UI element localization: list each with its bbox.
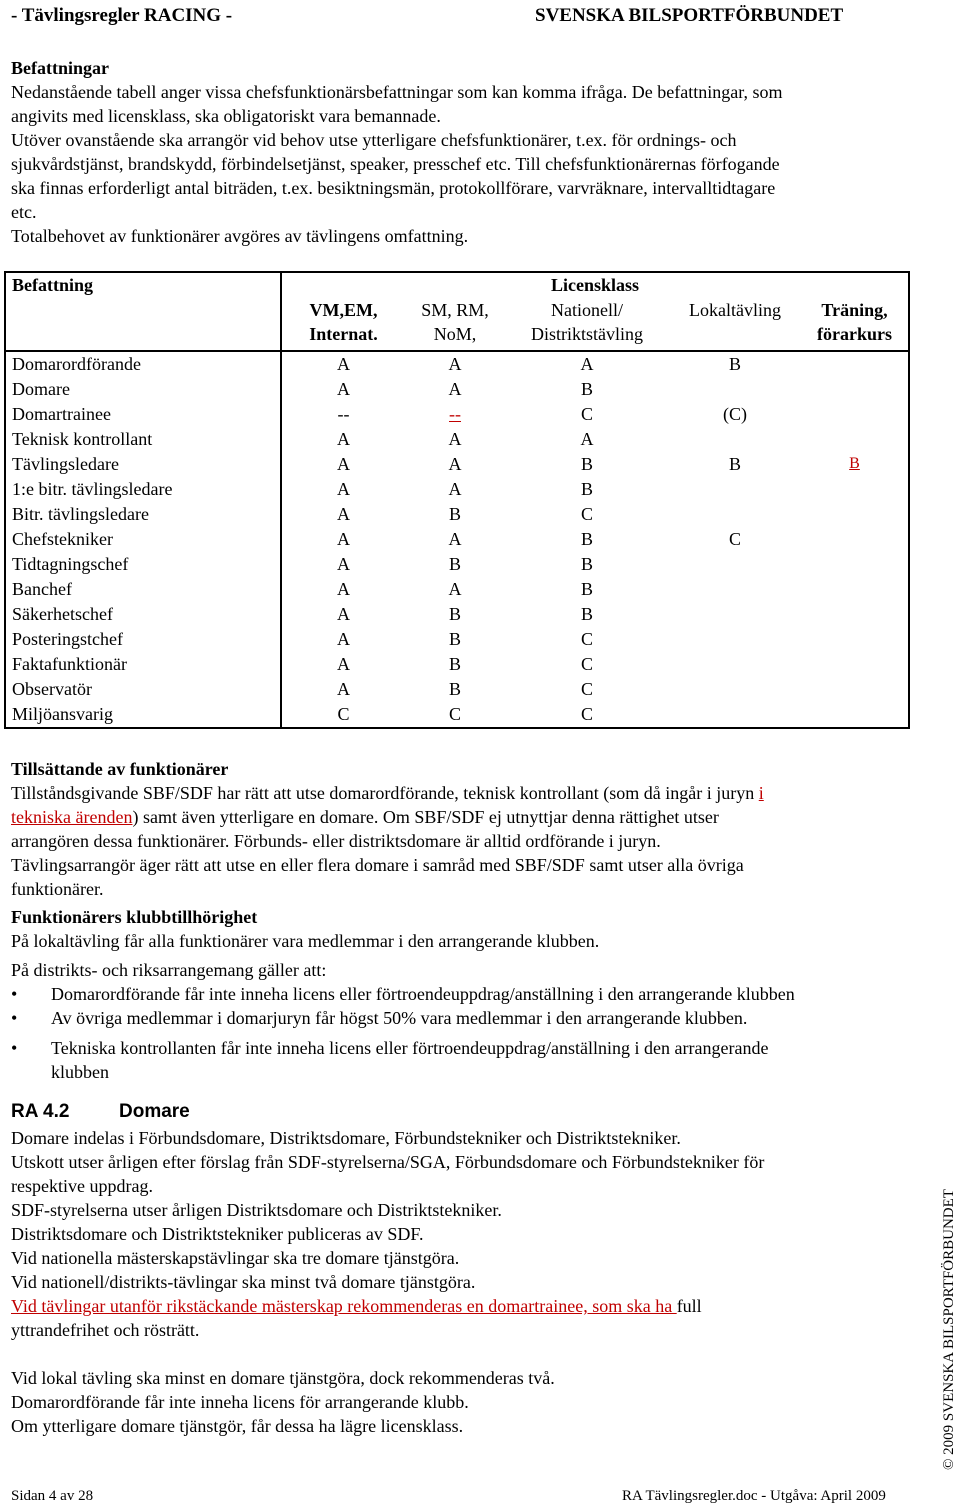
paragraph-line: Vid lokal tävling ska minst en domare tjänstgöra, dock rekommenderas två. xyxy=(11,1368,555,1388)
table-cell-tran xyxy=(801,577,909,602)
table-row xyxy=(5,677,909,702)
table-cell-nat: B xyxy=(580,479,593,499)
paragraph-line: yttrandefrihet och rösträtt. xyxy=(11,1320,200,1340)
licensklass-table xyxy=(4,271,910,729)
table-cell-sm: A xyxy=(448,529,462,549)
table-row xyxy=(5,452,909,477)
table-cell-nat: B xyxy=(580,454,593,474)
table-cell-lokal xyxy=(669,577,801,602)
table-cell-nat: C xyxy=(580,629,593,649)
list-item: Av övriga medlemmar i domarjuryn får högst 50% vara medlemmar i den arrangerande klubben. xyxy=(51,1008,748,1028)
table-cell-vm: -- xyxy=(337,404,350,424)
paragraph-line: tekniska ärenden) samt även ytterligare en domare. Om SBF/SDF ej utnyttjar denna rättighet utser xyxy=(11,807,719,827)
table-cell-sm: A xyxy=(448,379,462,399)
table-cell-name: Observatör xyxy=(5,677,281,702)
table-cell-sm: B xyxy=(448,554,461,574)
list-item: Tekniska kontrollanten får inte inneha licens eller förtroendeuppdrag/anställning i den arrangerande xyxy=(51,1038,769,1058)
table-cell-vm: A xyxy=(337,379,350,399)
table-cell-name: Banchef xyxy=(5,577,281,602)
table-row xyxy=(5,627,909,652)
table-cell-vm: A xyxy=(337,354,350,374)
table-cell-name: Bitr. tävlingsledare xyxy=(5,502,281,527)
table-cell-vm: A xyxy=(337,529,350,549)
table-cell-lokal xyxy=(669,702,801,728)
table-cell-tran xyxy=(801,427,909,452)
table-cell-nat: C xyxy=(580,679,593,699)
paragraph-line: sjukvårdstjänst, brandskydd, förbindelsetjänst, speaker, presschef etc. Till chefsfunktionärernas förfogande xyxy=(11,154,780,174)
revision-mark: i xyxy=(758,783,764,803)
paragraph-line: arrangören dessa funktionärer. Förbunds- eller distriktsdomare är alltid ordförande i juryn. xyxy=(11,831,661,851)
paragraph-line: Tävlingsarrangör äger rätt att utse en eller flera domare i samråd med SBF/SDF samt utser alla övriga xyxy=(11,855,744,875)
table-header-sm: SM, RM, NoM, xyxy=(405,298,505,351)
table-cell-vm: A xyxy=(337,479,350,499)
table-cell-nat: B xyxy=(580,379,593,399)
table-cell-sm: A xyxy=(448,579,462,599)
table-cell-tran xyxy=(801,702,909,728)
table-cell-sm: A xyxy=(448,429,462,449)
table-row xyxy=(5,502,909,527)
paragraph-line: etc. xyxy=(11,202,37,222)
table-cell-nat: A xyxy=(580,429,594,449)
revision-mark: Vid tävlingar utanför rikstäckande mästerskap rekommenderas en domartrainee, som ska ha xyxy=(11,1296,677,1316)
table-cell-name: Tidtagningschef xyxy=(5,552,281,577)
table-cell-vm: A xyxy=(337,654,350,674)
table-cell-nat: C xyxy=(580,504,593,524)
table-cell-lokal: (C) xyxy=(723,404,747,424)
table-cell-tran xyxy=(801,602,909,627)
section-heading-befattningar: Befattningar xyxy=(11,58,109,78)
table-cell-tran xyxy=(801,402,909,427)
section-title: Domare xyxy=(119,1101,190,1122)
table-cell-nat: C xyxy=(580,404,593,424)
table-cell-nat: C xyxy=(580,654,593,674)
table-row xyxy=(5,377,909,402)
list-item-continuation: klubben xyxy=(51,1062,109,1082)
paragraph-line: Utöver ovanstående ska arrangör vid behov utse ytterligare chefsfunktionärer, t.ex. för ordnings- och xyxy=(11,130,737,150)
table-cell-name: Säkerhetschef xyxy=(5,602,281,627)
table-row xyxy=(5,351,909,377)
table-cell-sm: C xyxy=(405,702,505,728)
table-row xyxy=(5,602,909,627)
table-row xyxy=(5,652,909,677)
footer-document-info: RA Tävlingsregler.doc - Utgåva: April 2009 xyxy=(622,1488,886,1504)
table-header-nationell: Nationell/ Distriktstävling xyxy=(505,298,669,351)
table-cell-name: Posteringstchef xyxy=(5,627,281,652)
table-cell-vm: A xyxy=(337,604,350,624)
paragraph-line: Nedanstående tabell anger vissa chefsfunktionärsbefattningar som kan komma ifråga. De befattningar, som xyxy=(11,82,783,102)
table-cell-vm: A xyxy=(337,554,350,574)
table-cell-vm: A xyxy=(337,579,350,599)
section-number: RA 4.2 xyxy=(11,1101,70,1122)
paragraph-line: På distrikts- och riksarrangemang gäller att: xyxy=(11,960,327,980)
table-cell-nat: C xyxy=(505,702,669,728)
table-cell-lokal xyxy=(669,552,801,577)
table-cell-name: Teknisk kontrollant xyxy=(5,427,281,452)
table-cell-vm: A xyxy=(337,504,350,524)
table-cell-lokal xyxy=(669,627,801,652)
table-row xyxy=(5,577,909,602)
bullet-icon: • xyxy=(11,984,18,1004)
table-row xyxy=(5,477,909,502)
table-cell-tran xyxy=(801,677,909,702)
table-cell-name: Domartrainee xyxy=(5,402,281,427)
paragraph-line: Totalbehovet av funktionärer avgöres av tävlingens omfattning. xyxy=(11,226,469,246)
table-cell-name: Domare xyxy=(5,377,281,402)
table-cell-vm: A xyxy=(337,429,350,449)
table-cell-name: Miljöansvarig xyxy=(5,702,281,728)
table-cell-lokal xyxy=(669,652,801,677)
paragraph-line: På lokaltävling får alla funktionärer vara medlemmar i den arrangerande klubben. xyxy=(11,931,600,951)
table-header-befattning: Befattning xyxy=(5,272,281,298)
table-cell-sm: B xyxy=(448,629,461,649)
table-cell-lokal: B xyxy=(728,454,741,474)
table-cell-vm: A xyxy=(337,629,350,649)
paragraph-line: Utskott utser årligen efter förslag från SDF-styrelserna/SGA, Förbundsdomare och Förbundstekniker för xyxy=(11,1152,765,1172)
table-cell-sm: B xyxy=(448,504,461,524)
section-heading-tillsattande: Tillsättande av funktionärer xyxy=(11,759,229,779)
table-cell-nat: B xyxy=(580,554,593,574)
paragraph-line: Om ytterligare domare tjänstgör, får dessa ha lägre licensklass. xyxy=(11,1416,464,1436)
table-cell-nat: B xyxy=(580,604,593,624)
table-cell-lokal xyxy=(669,602,801,627)
paragraph-line: ska finnas erforderligt antal biträden, t.ex. besiktningsmän, protokollförare, varvräknare, intervalltidtagare xyxy=(11,178,776,198)
table-cell-tran xyxy=(801,627,909,652)
table-cell-name: Faktafunktionär xyxy=(5,652,281,677)
table-cell-lokal: C xyxy=(728,529,741,549)
bullet-icon: • xyxy=(11,1008,18,1028)
paragraph-line: Tillståndsgivande SBF/SDF har rätt att utse domarordförande, teknisk kontrollant (som då ingår i juryn i xyxy=(11,783,764,803)
table-row xyxy=(5,552,909,577)
table-cell-lokal xyxy=(669,502,801,527)
table-cell-tran xyxy=(801,552,909,577)
paragraph-line: Vid tävlingar utanför rikstäckande mästerskap rekommenderas en domartrainee, som ska ha full xyxy=(11,1296,702,1316)
doc-header-left: - Tävlingsregler RACING - xyxy=(11,5,233,26)
table-cell-tran xyxy=(801,527,909,552)
table-cell-name: Domarordförande xyxy=(5,351,281,377)
table-cell-sm: A xyxy=(448,479,462,499)
bullet-icon: • xyxy=(11,1038,18,1058)
table-cell-sm: B xyxy=(448,604,461,624)
table-cell-name: Chefstekniker xyxy=(5,527,281,552)
table-row xyxy=(5,427,909,452)
table-cell-vm: C xyxy=(281,702,405,728)
table-row xyxy=(5,402,909,427)
table-header-vm: VM,EM, Internat. xyxy=(281,298,405,351)
paragraph-line: angivits med licensklass, ska obligatoriskt vara bemannade. xyxy=(11,106,441,126)
table-cell-nat: B xyxy=(580,529,593,549)
table-header-lokaltavling: Lokaltävling xyxy=(669,298,801,351)
table-cell-name: Tävlingsledare xyxy=(5,452,281,477)
table-cell-sm: -- xyxy=(449,404,461,424)
paragraph-line: Domare indelas i Förbundsdomare, Distriktsdomare, Förbundstekniker och Distriktstekniker. xyxy=(11,1128,681,1148)
table-cell-lokal xyxy=(669,377,801,402)
paragraph-line: funktionärer. xyxy=(11,879,104,899)
table-cell-tran xyxy=(801,502,909,527)
table-cell-vm: A xyxy=(337,679,350,699)
section-heading-klubbtillhorighet: Funktionärers klubbtillhörighet xyxy=(11,907,258,927)
table-cell-tran xyxy=(801,477,909,502)
doc-header-right: SVENSKA BILSPORTFÖRBUNDET xyxy=(535,5,844,26)
table-cell-sm: B xyxy=(448,654,461,674)
table-cell-tran xyxy=(801,652,909,677)
paragraph-line: Distriktsdomare och Distriktstekniker publiceras av SDF. xyxy=(11,1224,424,1244)
table-cell-nat: B xyxy=(580,579,593,599)
paragraph-line: Domarordförande får inte inneha licens för arrangerande klubb. xyxy=(11,1392,469,1412)
table-row xyxy=(5,702,909,728)
table-cell-name: 1:e bitr. tävlingsledare xyxy=(5,477,281,502)
table-cell-vm: A xyxy=(337,454,350,474)
footer-page-number: Sidan 4 av 28 xyxy=(11,1488,94,1504)
table-cell-sm: B xyxy=(448,679,461,699)
paragraph-line: SDF-styrelserna utser årligen Distriktsdomare och Distriktstekniker. xyxy=(11,1200,502,1220)
table-cell-lokal: B xyxy=(728,354,741,374)
table-header-licensklass: Licensklass xyxy=(281,272,909,298)
table-cell-sm: A xyxy=(448,454,462,474)
paragraph-line: Vid nationella mästerskapstävlingar ska tre domare tjänstgöra. xyxy=(11,1248,460,1268)
list-item: Domarordförande får inte inneha licens eller förtroendeuppdrag/anställning i den arrangerande klubben xyxy=(51,984,795,1004)
paragraph-line: respektive uppdrag. xyxy=(11,1176,153,1196)
table-cell-tran xyxy=(801,351,909,377)
table-cell-lokal xyxy=(669,427,801,452)
table-cell-tran: B xyxy=(801,452,909,477)
table-header-traning: Träning, förarkurs xyxy=(801,298,909,351)
paragraph-line: Vid nationell/distrikts-tävlingar ska minst två domare tjänstgöra. xyxy=(11,1272,476,1292)
table-cell-sm: A xyxy=(448,354,462,374)
copyright-side-text: © 2009 SVENSKA BILSPORTFÖRBUNDET xyxy=(941,1189,957,1470)
table-cell-lokal xyxy=(669,477,801,502)
table-cell-nat: A xyxy=(580,354,594,374)
revision-mark: tekniska ärenden xyxy=(11,807,133,827)
table-cell-tran xyxy=(801,377,909,402)
table-row xyxy=(5,527,909,552)
table-cell-lokal xyxy=(669,677,801,702)
